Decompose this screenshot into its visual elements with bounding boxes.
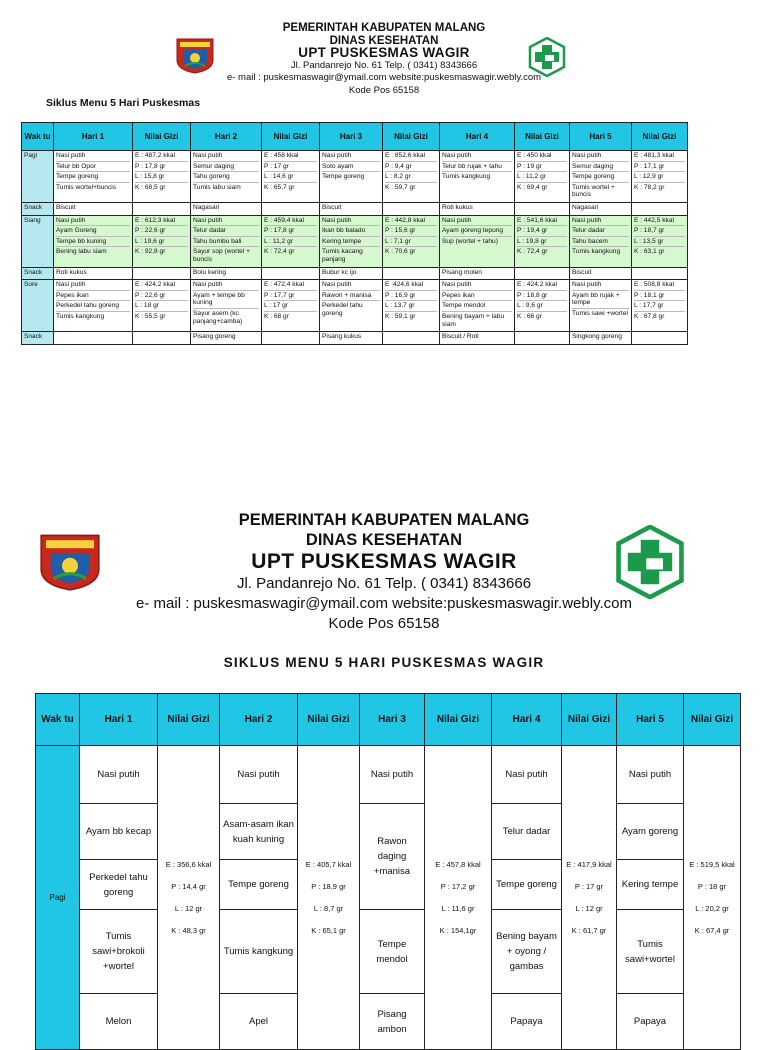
- nutrition-cell: [262, 151, 320, 203]
- nutrition-value: K : 59,7 gr: [385, 183, 416, 191]
- table-row: [36, 804, 741, 860]
- nutrition-value: L : 13,7 gr: [385, 302, 437, 312]
- column-header: Nilai Gizi: [158, 694, 220, 746]
- nutrition-value: L : 19,6 gr: [135, 238, 188, 248]
- menu-cell: [440, 280, 515, 332]
- menu-item: Tempe bb kuning: [56, 238, 130, 248]
- menu-item: Bening bayam + labu siam: [442, 312, 505, 328]
- nutrition-cell: [262, 280, 320, 332]
- menu-cell: [570, 215, 632, 267]
- menu-cell: [191, 280, 262, 332]
- menu-item: Nasi putih: [56, 217, 130, 227]
- menu-cell: Rawon daging +manisa: [360, 804, 425, 910]
- column-header: Nilai Gizi: [684, 694, 741, 746]
- menu-cell: Nasi putih: [80, 746, 158, 804]
- nutrition-cell: [262, 202, 320, 215]
- menu-cell: [191, 215, 262, 267]
- menu-item: Pisang molen: [442, 268, 482, 276]
- menu-cell: Telur dadar: [492, 804, 562, 860]
- waktu-cell: Snack: [22, 267, 54, 280]
- nutrition-value: P : 14,4 gr: [171, 881, 206, 891]
- menu-cell: [54, 151, 133, 203]
- menu-item: Perkedel tahu goreng: [322, 302, 363, 317]
- menu-cell: Melon: [80, 994, 158, 1050]
- nutrition-value: L : 13,5 gr: [634, 238, 685, 248]
- menu-cell: [570, 280, 632, 332]
- nutrition-cell: [632, 332, 688, 345]
- nutrition-value: K : 65,1 gr: [311, 925, 346, 935]
- menu-item: Pisang kukus: [322, 333, 362, 341]
- menu-cell: [440, 202, 515, 215]
- menu-cell: Papaya: [617, 994, 684, 1050]
- header-government: PEMERINTAH KABUPATEN MALANG: [282, 22, 486, 34]
- table-row: [36, 746, 741, 804]
- menu-item: Tumis labu siam: [193, 183, 241, 191]
- header-puskesmas: UPT PUSKESMAS WAGIR: [298, 45, 470, 60]
- menu-item: Nasi putih: [322, 217, 380, 227]
- menu-item: Bening labu siam: [56, 248, 107, 256]
- menu-item: Telur bb Opor: [56, 163, 130, 173]
- nutrition-value: L : 20,2 gr: [695, 903, 729, 913]
- section2-title: SIKLUS MENU 5 HARI PUSKESMAS WAGIR: [223, 655, 545, 670]
- nutrition-value: K : 72,4 gr: [264, 248, 295, 256]
- column-header: Nilai Gizi: [562, 694, 617, 746]
- table-row: [36, 910, 741, 994]
- nutrition-value: P : 17 gr: [264, 163, 317, 173]
- nutrition-value: P : 22,6 gr: [135, 227, 188, 237]
- menu-item: Telur bb rujak + tahu: [442, 163, 512, 173]
- menu-item: Tumis kacang panjang: [322, 248, 363, 263]
- header-contact: e- mail : puskesmaswagir@ymail.com website:puskesmaswagir.webly.com: [226, 72, 542, 83]
- nutrition-value: P : 18 gr: [697, 881, 727, 891]
- menu-cell: Kering tempe: [617, 860, 684, 910]
- menu-item: Ayam bb rujak + tempe: [572, 292, 629, 309]
- menu-cell: [191, 151, 262, 203]
- column-header: Hari 3: [320, 123, 383, 151]
- menu-item: Tempe goreng: [572, 173, 629, 183]
- menu-cell: [54, 267, 133, 280]
- column-header: Hari 5: [617, 694, 684, 746]
- nutrition-value: E : 442,5 kkal: [634, 217, 685, 227]
- table-row: [22, 332, 688, 345]
- column-header: Hari 1: [80, 694, 158, 746]
- nutrition-value: E : 481,3 kkal: [634, 152, 685, 162]
- table-row: [22, 280, 688, 332]
- nutrition-value: K : 78,2 gr: [634, 183, 665, 191]
- menu-item: Nasi putih: [442, 152, 512, 162]
- nutrition-value: L : 9,6 gr: [517, 302, 567, 312]
- menu-item: Nasi putih: [442, 281, 512, 291]
- nutrition-value: P : 17,8 gr: [135, 163, 188, 173]
- nutrition-cell: [298, 746, 360, 1050]
- menu-item: Roti kukus: [442, 203, 473, 211]
- nutrition-value: E : 541,6 kkal: [517, 217, 567, 227]
- nutrition-value: L : 17 gr: [264, 302, 317, 312]
- nutrition-value: K : 92,8 gr: [135, 248, 166, 256]
- menu-item: Ayam goreng tepung: [442, 227, 512, 237]
- nutrition-cell: [515, 280, 570, 332]
- nutrition-value: L : 17,7 gr: [634, 302, 685, 312]
- menu-cell: Nasi putih: [220, 746, 298, 804]
- nutrition-cell: [133, 267, 191, 280]
- menu-item: Kering tempe: [322, 238, 380, 248]
- menu-item: Nasi putih: [572, 152, 629, 162]
- nutrition-cell: [632, 151, 688, 203]
- nutrition-value: L : 11,2 gr: [264, 238, 317, 248]
- menu-item: Tumis sawi +wortel: [572, 309, 628, 317]
- waktu-cell: Siang: [22, 215, 54, 267]
- menu-item: Nasi putih: [442, 217, 512, 227]
- nutrition-cell: [383, 202, 440, 215]
- nutrition-value: E : 508,8 kkal: [634, 281, 685, 291]
- menu-cell: [54, 280, 133, 332]
- nutrition-value: K : 69,4 gr: [517, 183, 548, 191]
- nutrition-value: L : 8,7 gr: [313, 903, 344, 913]
- menu-cell: [440, 151, 515, 203]
- menu-item: Tumis wortel+buncis: [56, 183, 117, 191]
- table-row: [36, 994, 741, 1050]
- menu-item: Nasi putih: [322, 152, 380, 162]
- nutrition-value: K : 55,5 gr: [135, 312, 166, 320]
- nutrition-cell: [383, 267, 440, 280]
- menu-cell: Tempe goreng: [492, 860, 562, 910]
- nutrition-value: E : 612,3 kkal: [135, 217, 188, 227]
- menu-item: Nasi putih: [56, 281, 130, 291]
- nutrition-value: P : 18,9 gr: [311, 881, 346, 891]
- menu-item: Tumis kangkung: [442, 173, 491, 181]
- column-header: Hari 1: [54, 123, 133, 151]
- nutrition-value: K : 65,7 gr: [264, 183, 295, 191]
- menu-item: Singkong goreng: [572, 333, 622, 341]
- nutrition-value: P : 17,2 gr: [440, 881, 476, 891]
- menu-cell: [320, 215, 383, 267]
- nutrition-cell: [632, 202, 688, 215]
- menu-cell: Nasi putih: [360, 746, 425, 804]
- letterhead-large: [0, 510, 768, 634]
- menu-item: Biscuit: [572, 268, 592, 276]
- waktu-cell: Snack: [22, 332, 54, 345]
- nutrition-value: E :424,6 kkal: [385, 281, 437, 291]
- nutrition-cell: [632, 215, 688, 267]
- table-row: [22, 267, 688, 280]
- nutrition-cell: [383, 332, 440, 345]
- column-header: Hari 2: [220, 694, 298, 746]
- column-header: Nilai Gizi: [383, 123, 440, 151]
- menu-cell: Pisang ambon: [360, 994, 425, 1050]
- waktu-cell: Snack: [22, 202, 54, 215]
- nutrition-value: P : 18,7 gr: [634, 227, 685, 237]
- menu-cell: Asam-asam ikan kuah kuning: [220, 804, 298, 860]
- nutrition-value: K : 70,6 gr: [385, 248, 416, 256]
- nutrition-cell: [133, 332, 191, 345]
- menu-item: Semur daging: [193, 163, 259, 173]
- nutrition-cell: [133, 280, 191, 332]
- menu-item: Tumis wortel + buncis: [572, 183, 615, 199]
- menu-item: Ayam Goreng: [56, 227, 130, 237]
- nutrition-value: K : 67,8 gr: [634, 312, 665, 320]
- menu-cell: [570, 151, 632, 203]
- table-row: [22, 215, 688, 267]
- menu-item: Nasi putih: [572, 217, 629, 227]
- column-header: Nilai Gizi: [133, 123, 191, 151]
- nutrition-cell: [133, 215, 191, 267]
- nutrition-cell: [515, 215, 570, 267]
- nutrition-value: K : 61,7 gr: [571, 925, 607, 935]
- nutrition-value: P : 18,1 gr: [634, 292, 685, 302]
- nutrition-value: K : 63,1 gr: [634, 248, 665, 256]
- menu-item: Bubur kc ijo: [322, 268, 357, 276]
- nutrition-value: E : 459,4 kkal: [264, 217, 317, 227]
- menu-table-small: [21, 122, 688, 345]
- nutrition-value: L : 18 gr: [135, 302, 188, 312]
- menu-cell: Tempe goreng: [220, 860, 298, 910]
- nutrition-cell: [684, 746, 741, 1050]
- menu-cell: [54, 332, 133, 345]
- menu-item: Biscuit / Roti: [442, 333, 479, 341]
- nutrition-value: E : 405,7 kkal: [305, 859, 352, 869]
- nutrition-value: E : 487,2 kkal: [135, 152, 188, 162]
- nutrition-value: P : 16,9 gr: [385, 292, 437, 302]
- nutrition-value: L : 11,2 gr: [517, 173, 567, 183]
- menu-item: Nasi putih: [193, 217, 259, 227]
- menu-cell: Papaya: [492, 994, 562, 1050]
- nutrition-value: E : 424,2 kkal: [135, 281, 188, 291]
- menu-cell: Bening bayam + oyong / gambas: [492, 910, 562, 994]
- column-header: Nilai Gizi: [298, 694, 360, 746]
- menu-item: Ikan bb balado: [322, 227, 380, 237]
- nutrition-cell: [158, 746, 220, 1050]
- menu-cell: [570, 332, 632, 345]
- menu-cell: [191, 267, 262, 280]
- menu-cell: Tumis kangkung: [220, 910, 298, 994]
- nutrition-cell: [515, 151, 570, 203]
- menu-item: Nasi putih: [193, 281, 259, 291]
- menu-item: Pisang goreng: [193, 333, 236, 341]
- nutrition-value: E : 356,6 kkal: [165, 859, 212, 869]
- menu-cell: [440, 267, 515, 280]
- nutrition-cell: [262, 332, 320, 345]
- nutrition-cell: [383, 280, 440, 332]
- nutrition-value: P : 17,8 gr: [264, 227, 317, 237]
- menu-cell: Perkedel tahu goreng: [80, 860, 158, 910]
- letterhead-small: [0, 22, 768, 97]
- nutrition-value: E : 450 kkal: [517, 152, 567, 162]
- nutrition-value: E : 852,6 kkal: [385, 152, 437, 162]
- menu-cell: [570, 202, 632, 215]
- nutrition-cell: [562, 746, 617, 1050]
- table-row: [22, 151, 688, 203]
- nutrition-cell: [632, 267, 688, 280]
- menu-item: Ayam + tempe bb kuning: [193, 292, 259, 309]
- nutrition-value: L : 11,6 gr: [441, 903, 475, 913]
- table-row: [22, 202, 688, 215]
- nutrition-cell: [133, 202, 191, 215]
- menu-item: Nasi putih: [193, 152, 259, 162]
- menu-cell: [320, 280, 383, 332]
- menu-cell: [191, 202, 262, 215]
- column-header: Hari 4: [492, 694, 562, 746]
- nutrition-value: P : 17,7 gr: [264, 292, 317, 302]
- nutrition-value: E : 442,8 kkal: [385, 217, 437, 227]
- menu-cell: Tumis sawi+wortel: [617, 910, 684, 994]
- header2-address: Jl. Pandanrejo No. 61 Telp. ( 0341) 8343666: [236, 575, 532, 592]
- column-header: Hari 4: [440, 123, 515, 151]
- menu-cell: [320, 267, 383, 280]
- nutrition-value: L : 7,1 gr: [385, 238, 437, 248]
- nutrition-value: L : 8,2 gr: [385, 173, 437, 183]
- nutrition-cell: [632, 280, 688, 332]
- nutrition-cell: [262, 267, 320, 280]
- header2-department: DINAS KESEHATAN: [305, 531, 463, 549]
- menu-cell: [320, 332, 383, 345]
- nutrition-value: P : 9,4 gr: [385, 163, 437, 173]
- header-department: DINAS KESEHATAN: [329, 34, 439, 47]
- menu-cell: [320, 151, 383, 203]
- nutrition-value: P : 22,6 gr: [135, 292, 188, 302]
- nutrition-value: K : 72,4 gr: [517, 248, 548, 256]
- menu-item: Biscuit: [322, 203, 342, 211]
- menu-item: Nasi putih: [322, 281, 380, 291]
- menu-cell: Tumis sawi+brokoli +wortel: [80, 910, 158, 994]
- nutrition-value: K : 68,5 gr: [135, 183, 166, 191]
- nutrition-value: K : 66 gr: [517, 312, 542, 320]
- menu-item: Roti kukus: [56, 268, 87, 276]
- nutrition-value: P : 15,6 gr: [385, 227, 437, 237]
- nutrition-value: K : 59,1 gr: [385, 312, 416, 320]
- nutrition-value: E : 424,2 kkal: [517, 281, 567, 291]
- nutrition-value: K : 154,1gr: [439, 925, 477, 935]
- menu-cell: Apel: [220, 994, 298, 1050]
- menu-item: Nasi putih: [56, 152, 130, 162]
- header2-puskesmas: UPT PUSKESMAS WAGIR: [251, 550, 517, 573]
- menu-item: Tahu bacem: [572, 238, 629, 248]
- menu-item: Nagasari: [193, 203, 220, 211]
- column-header: Nilai Gizi: [515, 123, 570, 151]
- menu-cell: [570, 267, 632, 280]
- menu-item: Rawon + manisa: [322, 292, 380, 302]
- menu-item: Sayur sop (wortel + buncis: [193, 248, 250, 263]
- menu-item: Tempe mendol: [442, 302, 512, 312]
- waktu-cell: Pagi: [22, 151, 54, 203]
- menu-item: Soto ayam: [322, 163, 380, 173]
- nutrition-value: P : 19 gr: [517, 163, 567, 173]
- menu-item: Perkedel tahu goreng: [56, 302, 130, 312]
- column-header: Wak tu: [36, 694, 80, 746]
- nutrition-value: E : 472,4 kkal: [264, 281, 317, 291]
- nutrition-value: E : 458 kkal: [264, 152, 317, 162]
- nutrition-value: L : 12 gr: [174, 903, 203, 913]
- menu-cell: [191, 332, 262, 345]
- menu-item: Nagasari: [572, 203, 599, 211]
- nutrition-cell: [262, 215, 320, 267]
- nutrition-cell: [515, 202, 570, 215]
- menu-cell: Ayam goreng: [617, 804, 684, 860]
- nutrition-value: L : 14,6 gr: [264, 173, 317, 183]
- nutrition-value: P : 18,8 gr: [517, 292, 567, 302]
- menu-item: Pepes ikan: [56, 292, 130, 302]
- menu-item: Tahu bumbu bali: [193, 238, 259, 248]
- menu-cell: Tempe mendol: [360, 910, 425, 994]
- column-header: Hari 3: [360, 694, 425, 746]
- menu-item: Tahu goreng: [193, 173, 259, 183]
- menu-cell: [320, 202, 383, 215]
- nutrition-value: L : 15,8 gr: [135, 173, 188, 183]
- waktu-cell: Sore: [22, 280, 54, 332]
- menu-item: Tumis kangkung: [572, 248, 621, 256]
- menu-item: Sup (wortel + tahu): [442, 237, 498, 245]
- nutrition-value: P : 19,4 gr: [517, 227, 567, 237]
- menu-item: Nasi putih: [572, 281, 629, 291]
- header2-contact: e- mail : puskesmaswagir@ymail.com website:puskesmaswagir.webly.com: [136, 595, 632, 612]
- menu-cell: [54, 215, 133, 267]
- nutrition-cell: [383, 151, 440, 203]
- nutrition-value: E : 457,8 kkal: [435, 859, 481, 869]
- menu-cell: [440, 215, 515, 267]
- header2-government: PEMERINTAH KABUPATEN MALANG: [238, 511, 530, 529]
- nutrition-cell: [515, 267, 570, 280]
- menu-item: Tempe goreng: [56, 173, 130, 183]
- header-address: Jl. Pandanrejo No. 61 Telp. ( 0341) 8343666: [290, 59, 478, 71]
- column-header: Nilai Gizi: [632, 123, 688, 151]
- header2-postcode: Kode Pos 65158: [328, 615, 440, 632]
- menu-item: Bolu kering: [193, 268, 226, 276]
- nutrition-value: L : 12 gr: [575, 903, 603, 913]
- menu-item: Tempe goreng: [322, 173, 365, 181]
- menu-table-large: [35, 693, 741, 1050]
- menu-item: Telur dadar: [572, 227, 629, 237]
- nutrition-value: K : 68 gr: [264, 312, 289, 320]
- nutrition-value: L : 19,8 gr: [517, 238, 567, 248]
- nutrition-value: E : 417,9 kkal: [566, 859, 612, 869]
- column-header: Wak tu: [22, 123, 54, 151]
- column-header: Nilai Gizi: [262, 123, 320, 151]
- menu-item: Sayur asem (kc panjang+camba): [193, 309, 243, 325]
- column-header: Hari 2: [191, 123, 262, 151]
- nutrition-cell: [133, 151, 191, 203]
- menu-item: Telur dadar: [193, 227, 259, 237]
- menu-cell: [54, 202, 133, 215]
- menu-cell: [440, 332, 515, 345]
- menu-item: Semur daging: [572, 163, 629, 173]
- header-postcode: Kode Pos 65158: [348, 84, 420, 96]
- column-header: Nilai Gizi: [425, 694, 492, 746]
- nutrition-cell: [515, 332, 570, 345]
- nutrition-value: L : 12,9 gr: [634, 173, 685, 183]
- nutrition-cell: [383, 215, 440, 267]
- menu-cell: Nasi putih: [617, 746, 684, 804]
- nutrition-value: P : 17 gr: [574, 881, 604, 891]
- nutrition-cell: [425, 746, 492, 1050]
- waktu-cell: Pagi: [36, 746, 80, 1050]
- menu-item: Tumis kangkung: [56, 312, 105, 320]
- nutrition-value: K : 48,3 gr: [171, 925, 206, 935]
- menu-cell: Ayam bb kecap: [80, 804, 158, 860]
- menu-item: Biscuit: [56, 203, 76, 211]
- menu-cell: Nasi putih: [492, 746, 562, 804]
- nutrition-value: K : 67,4 gr: [694, 925, 730, 935]
- column-header: Hari 5: [570, 123, 632, 151]
- nutrition-value: E : 519,5 kkal: [689, 859, 735, 869]
- nutrition-value: P : 17,1 gr: [634, 163, 685, 173]
- menu-item: Pepes ikan: [442, 292, 512, 302]
- section1-title: Siklus Menu 5 Hari Puskesmas: [46, 97, 201, 109]
